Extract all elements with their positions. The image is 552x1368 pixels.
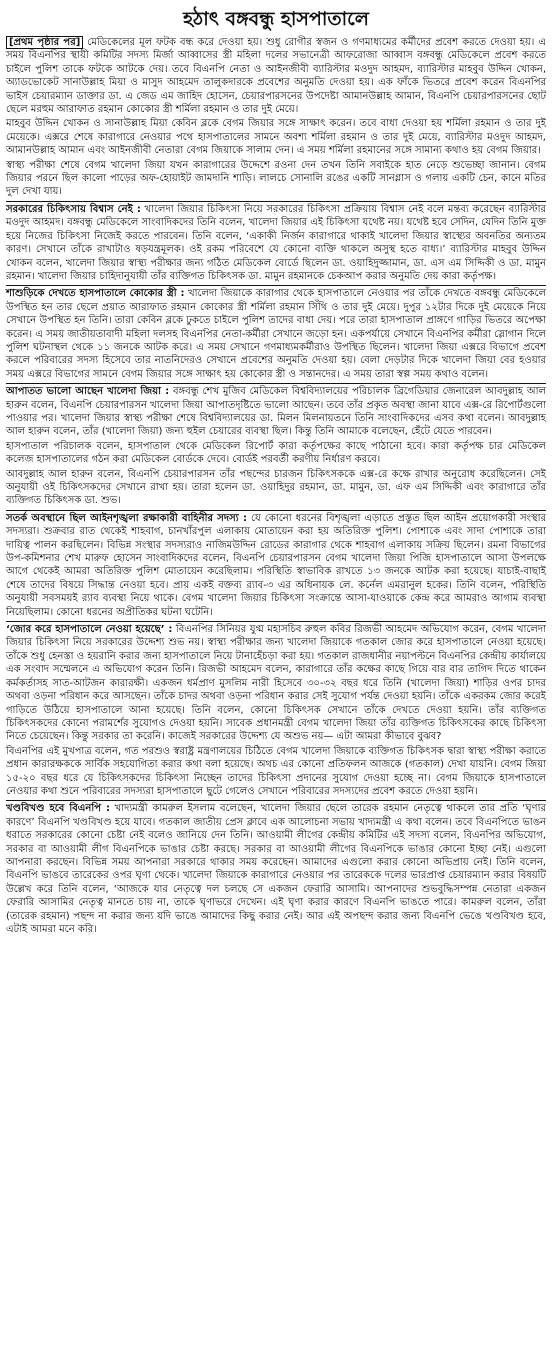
section-divider bbox=[6, 201, 546, 202]
headline: হঠাৎ বঙ্গবন্ধু হাসপাতালে bbox=[183, 8, 369, 30]
article-paragraph bbox=[6, 159, 546, 200]
article-paragraph bbox=[6, 512, 546, 620]
paragraph-text: মাহবুব উদ্দিন খোকন ও সানাউল্লাহ মিয়া কেবিন ব্লকে বেগম জিয়ার সঙ্গে সাক্ষাৎ করেন। তবে বাধা দেওয়া হয় শর্মিলা রহমান ও তার দুই মেয়েকে। এক্সরে শেষে কারাগারে নেওয়ার পথে হাসপাতালের সামনে অবশ্য শর্মিলা রহমান ও তার দুই মেয়ে, ব্যারিস্টার মওদুদ আহমদ, আমানউল্লাহ আমান এবং আইনজীবী নেতারা বেগম জিয়াকে সালাম দেন। এ সময় শর্মিলা রহমানের সঙ্গে সামান্য কথাও হয় বেগম জিয়ার। bbox=[6, 118, 546, 157]
article-paragraph bbox=[6, 802, 546, 937]
article-paragraph bbox=[6, 745, 546, 800]
article-body bbox=[6, 36, 546, 937]
paragraph-text: হাসপাতাল পরিচালক বলেন, হাসপাতাল থেকে মেডিকেল রিপোর্ট কারা কর্তৃপক্ষের কাছে পাঠানো হবে। কারা কর্তৃপক্ষ চার মেডিকেল কলেজ হাসপাতালের গঠন করা মেডিকেল বোর্ডকে দেবে। বোর্ডই পরবর্তী করণীয় নির্ধারণ করবে। bbox=[6, 440, 546, 466]
paragraph-text: বঙ্গবন্ধু শেখ মুজিব মেডিকেল বিশ্ববিদ্যালয়ের পরিচালক ব্রিগেডিয়ার জেনারেল আবদুল্লাহ আল হারুন বলেন, বিএনপি চেয়ারপারসন খালেদা জিয়া আপাতদৃষ্টিতে ভালো আছেন। তবে তাঁর প্রকৃত অবস্থা জানা যাবে এক্স-রে রিপোর্টগুলো পাওয়ার পর। খালেদা জিয়ার স্বাস্থ্য পরীক্ষা শেষে বিশ্ববিদ্যালয়ের ডা. মিলন মিলনায়তনে তিনি সাংবাদিকদের এসব কথা বলেন। আবদুল্লাহ আল হারুন বলেন, তাঁর (খালেদা জিয়া) জন্য হুইল চেয়ারের ব্যবস্থা ছিল। কিন্তু তিনি আমাকে বলেছেন, হেঁটে যেতে পারবেন। bbox=[6, 386, 546, 438]
article-paragraph bbox=[6, 468, 546, 509]
section-divider bbox=[6, 621, 546, 622]
paragraph-text: আবদুল্লাহ আল হারুন বলেন, বিএনপি চেয়ারপারসন তাঁর পছন্দের চারজন চিকিৎসককে এক্স-রে কক্ষে রাখার অনুরোধ করেছিলেন। সেই অনুযায়ী ওই চিকিৎসকদের সেখানে রাখা হয়। তারা হলেন ডা. ওয়াহিদুর রহমান, ডা. মামুন, ডা. এফ এম সিদ্দিকী এবং কারাগারে তাঁর ব্যক্তিগত চিকিৎসক ডা. শুভ। bbox=[6, 468, 546, 507]
paragraph-text: খালেদা জিয়াকে কারাগার থেকে হাসপাতালে নেওয়ার পর তাঁকে দেখতে বঙ্গবন্ধু মেডিকেলে উপস্থিত হন তার ছেলে প্রয়াত আরাফাত রহমান কোকোর স্ত্রী শর্মিলা রহমান সিঁথি ও তার দুই মেয়ে। দুপুর ১২টার দিকে দুই মেয়েকে নিয়ে সেখানে উপস্থিত হন তিনি। তারা কেবিন ব্লকে ঢুকতে চাইলে পুলিশ তাদের বাধা দেয়। পরে তারা হাসপাতাল প্রাঙ্গণে গাড়ির ভিতরে অপেক্ষা করেন। এ সময় জাতীয়তাবাদী মহিলা দলসহ বিএনপির নেতা-কর্মীরা সেখানে জড়ো হন। একপর্যায়ে সেখানে বিএনপির কর্মীরা স্লোগান দিলে পুলিশ ঘটনাস্থল থেকে ১১ জনকে আটক করে। এ সময় সেখানে গণমাধ্যমকর্মীরাও উপস্থিত ছিলেন। খালেদা জিয়া এক্সরে বিভাগে প্রবেশ করলে পরিবারের সদস্য হিসেবে তার নাতনিদেরও সেখানে প্রবেশের অনুমতি দেওয়া হয়। বেলা দেড়টার দিকে খালেদা জিয়া বের হওয়ার সময় এক্সরে বিভাগের সামনে বেগম জিয়ার সঙ্গে সাক্ষাৎ হয় কোকোর স্ত্রী ও সন্তানদের। এ সময় তারা স্বল্প সময় কথাও বলেন। bbox=[6, 288, 546, 380]
paragraph-text: বিএনপির এই মুখপাত্র বলেন, গত পরশুও স্বরাষ্ট্র মন্ত্রণালয়ের চিঠিতে বেগম খালেদা জিয়াকে ব্যক্তিগত চিকিৎসক দ্বারা স্বাস্থ্য পরীক্ষা করাতে প্রধান কারারক্ষককে সার্বিক সহযোগিতা করার কথা বলা হয়েছে। অথচ এর কোনো প্রতিফলন আজকে (গতকাল) দেখা যায়নি। বেগম জিয়া ১৫-২০ বছর ধরে যে চিকিৎসকদের চিকিৎসা নিচ্ছেন তাদের চিকিৎসা প্রদানের সুযোগ দেওয়া হচ্ছে না। বেগম জিয়াকে হাসপাতালে নেওয়ার কথা শুনে পরিবারের সদস্যরা হাসপাতালে ছুটে গেলেও সেখানে পরিবারের সদস্যদের প্রবেশ করতে দেওয়া হয়নি। bbox=[6, 745, 546, 797]
subhead: শাশুড়িকে দেখতে হাসপাতালে কোকোর স্ত্রী : bbox=[6, 288, 185, 300]
article-paragraph bbox=[6, 203, 546, 284]
subhead: সতর্ক অবস্থানে ছিল আইনশৃঙ্খলা রক্ষাকারী বাহিনীর সদস্য : bbox=[6, 512, 247, 524]
paragraph-text: খাদ্যমন্ত্রী কামরুল ইসলাম বলেছেন, খালেদা জিয়ার ছেলে তারেক রহমান নেতৃত্বে থাকলে তার প্রতি ‘ঘৃণার কারণে’ বিএনপি খণ্ডবিখণ্ড হয়ে যাবে। গতকাল জাতীয় প্রেস ক্লাবে এক আলোচনা সভায় খাদ্যমন্ত্রী এ কথা বলেন। তবে বিএনপিতে ভাঙন ধরাতে সরকারের কোনো চেষ্টা নেই বলেও জানিয়ে দেন তিনি। আওয়ামী লীগের কেন্দ্রীয় কমিটির এই সদস্য বলেন, বিএনপির অভিযোগ, সরকার বা আওয়ামী লীগ বিএনপিকে ভাঙার চেষ্টা করছে। সরকার বা আওয়ামী লীগের বিএনপিকে ভাঙার কোনো ইচ্ছা নেই। এগুলো আপনারা করছেন। বিভিন্ন সময় আপনারা সরকারে থাকার সময় করেছেন। আমাদের এগুলো করার কোনো অভিপ্রায় নেই। তিনি বলেন, বিএনপি ভাঙবে তারেকের ওপর ঘৃণা থেকে। খালেদা জিয়াকে কারাগারে নেওয়ার পর তারেককে দলের ভারপ্রাপ্ত চেয়ারম্যান করার বিষয়টি উল্লেখ করে তিনি বলেন, ‘আজকে যার নেতৃত্বে দল চলছে সে একজন ফেরারি আসামি। আপনাদের শুভবুদ্ধিসম্পন্ন নেতারা একজন ফেরারি আসামির নেতৃত্ব মানতে চায় না, তাকে ঘৃণাভরে দেখেন। এই ঘৃণা করার কারণে বিএনপি ভাঙতে পারে। কামরুল বলেন, তাঁরা (তারেক রহমান) পছন্দ না করার জন্য যদি ভাঙে আমাদের কিছু করার নেই। আর এই অপছন্দ করার জন্য বিএনপি ভেঙে খণ্ডবিখণ্ড হবে, এটাই আমরা মনে করি। bbox=[6, 803, 546, 935]
subhead: সরকারের চিকিৎসায় বিশ্বাস নেই : bbox=[6, 203, 141, 215]
paragraph-text: মেডিকেলের মূল ফটক বন্ধ করে দেওয়া হয়। শুধু রোগীর স্বজন ও গণমাধ্যমের কর্মীদের প্রবেশ করতে দেওয়া হয়। এ সময় বিএনপির স্থায়ী কমিটির সদস্য মির্জা আব্বাসের স্ত্রী মহিলা দলের সভানেত্রী আফরোজা আব্বাস বঙ্গবন্ধু মেডিকেলে প্রবেশ করতে চাইলে পুলিশ তাকে ফটকে আটকে দেয়। তবে বিএনপি নেতা ও আইনজীবী ব্যারিস্টার মওদুদ আহমদ, ব্যারিস্টার মাহবুব উদ্দিন খোকন, অ্যাডভোকেট সানাউল্লাহ মিয়া ও মাসুদ আহমেদ তালুকদারকে প্রবেশের অনুমতি দেওয়া হয়। এক ফাঁকে ভিতরে প্রবেশ করেন বিএনপির ভাইস চেয়ারম্যান ডাক্তার ডা. এ জেড এম জাহিদ হোসেন, চেয়ারপারসনের উপদেষ্টা আমানউল্লাহ আমান, বিএনপি চেয়ারপারসনের ছোট ছেলে মরহুম আরাফাত রহমান কোকোর স্ত্রী শর্মিলা রহমান ও তার দুই মেয়ে। bbox=[6, 37, 546, 116]
news-page bbox=[6, 0, 546, 937]
article-paragraph bbox=[6, 440, 546, 468]
subhead: ‘জোর করে হাসপাতালে নেওয়া হয়েছে’ : bbox=[6, 624, 173, 636]
article-paragraph bbox=[6, 287, 546, 382]
article-paragraph bbox=[6, 36, 546, 117]
section-divider bbox=[6, 285, 546, 286]
paragraph-text: বিএনপির সিনিয়র যুগ্ম মহাসচিব রুহুল কবির রিজভী আহমেদ অভিযোগ করেন, বেগম খালেদা জিয়ার চিকিৎসা নিয়ে সরকারের উদ্দেশ্য শুভ নয়। স্বাস্থ্য পরীক্ষার জন্য খালেদা জিয়াকে গতকাল জোর করে হাসপাতালে নেওয়া হয়েছে। তাঁকে শুধু হেনস্তা ও হয়রানি করার জন্য হাসপাতালে নিয়ে টানাহেঁচড়া করা হয়। গতকাল রাজধানীর নয়াপল্টনে বিএনপির কেন্দ্রীয় কার্যালয়ে এক সংবাদ সম্মেলনে এ অভিযোগ করেন তিনি। রিজভী আহমেদ বলেন, কারাগারে তাঁর কক্ষের কাছে গিয়ে বার বার তাগিদ দিতে থাকেন কর্মকর্তাসহ সাত-আটজন কারারক্ষী। একজন ধর্মপ্রাণ মুসলিম নারী হিসেবে ৩০-৩২ বছর ধরে তিনি (খালেদা জিয়া) শাড়ির ওপর চাদর অথবা ওড়না পরিধান করে আসছেন। তাঁকে চাদর অথবা ওড়না পরিধান করার সেই সুযোগ পর্যন্ত দেওয়া হয়নি। তাঁকে একরকম জোর করেই গাড়িতে উঠিয়ে হাসপাতালে আনা হয়েছে। তিনি বলেন, কোনো চিকিৎসক সেখানে তাঁকে দেখতে দেওয়া হয়নি। তাঁর ব্যক্তিগত চিকিৎসকদের কোনো পরামর্শের সুযোগও দেওয়া হয়নি। সাবেক প্রধানমন্ত্রী বেগম খালেদা জিয়া তাঁর ব্যক্তিগত চিকিৎসকের কাছে চিকিৎসা নিতে চেয়েছেন। কিন্তু সরকার তা করেনি। কাজেই সরকারের উদ্দেশ্য যে অশুভ নয়— এটা আমরা কীভাবে বুঝব? bbox=[6, 624, 546, 743]
section-divider bbox=[6, 800, 546, 801]
article-paragraph bbox=[6, 623, 546, 745]
subhead: খণ্ডবিখণ্ড হবে বিএনপি : bbox=[6, 803, 110, 815]
article-paragraph bbox=[6, 385, 546, 440]
section-divider bbox=[6, 510, 546, 511]
subhead: আপাতত ভালো আছেন খালেদা জিয়া : bbox=[6, 386, 170, 398]
article-paragraph bbox=[6, 117, 546, 158]
paragraph-text: যে কোনো ধরনের বিশৃঙ্খলা এড়াতে প্রস্তুত ছিল আইন প্রয়োগকারী সংস্থার সদস্যরা। শুক্রবার রাত থেকেই শাহবাগ, চানখাঁরপুল এলাকায় মোতায়েন করা হয় অতিরিক্ত পুলিশ। পোশাকে এবং সাদা পোশাকে তারা দায়িত্ব পালন করছিলেন। বিভিন্ন সংস্থার সদস্যরাও নাজিমউদ্দিন রোডের কারাগার থেকে শাহবাগ এলাকায় সক্রিয় ছিলেন। রমনা বিভাগের উপ-কমিশনার শেখ মারুফ হোসেন সাংবাদিকদের বলেন, বিএনপি চেয়ারপারসন বেগম খালেদা জিয়া পিজি হাসপাতালে আসা উপলক্ষে আগে থেকেই আমরা অতিরিক্ত পুলিশ মোতায়েন করেছিলাম। পরিস্থিতি স্বাভাবিক রাখতে ১৩ জনকে আটক করা হয়েছে। যাচাই-বাছাই শেষে তাদের বিষয়ে সিদ্ধান্ত নেওয়া হবে। প্রায় একই বক্তব্য র‌্যাব-৩ এর অধিনায়ক লে. কর্নেল এমরানুল হকের। তিনি বলেন, পরিস্থিতি অনুযায়ী সবসময়ই র‌্যাব ব্যবস্থা নিয়ে থাকে। বেগম খালেদা জিয়ার চিকিৎসা সংক্রান্তে আসা-যাওয়াকে কেন্দ্র করে আমরাও আগাম ব্যবস্থা নিয়েছিলাম। কোনো ধরনের অপ্রীতিকর ঘটনা ঘটেনি। bbox=[6, 512, 546, 618]
paragraph-text: স্বাস্থ্য পরীক্ষা শেষে বেগম খালেদা জিয়া যখন কারাগারের উদ্দেশে রওনা দেন তখন তিনি সবাইকে হাত নেড়ে শুভেচ্ছা জানান। বেগম জিয়ার পরনে ছিল কালো পাড়ের অফ-হোয়াইট জামদানি শাড়ি। লালচে সোনালি রঙের একটি সানগ্লাস ও গলায় একটি চেন, কানে মতির দুল দেখা যায়। bbox=[6, 159, 546, 198]
paragraph-text: খালেদা জিয়ার চিকিৎসা নিয়ে সরকারের চিকিৎসা প্রক্রিয়ায় বিশ্বাস নেই বলে মন্তব্য করেছেন ব্যারিস্টার মওদুদ আহমদ। বঙ্গবন্ধু মেডিকেলে সাংবাদিকদের তিনি বলেন, খালেদা জিয়ার এই চিকিৎসা যথেষ্ট নয়। যথেষ্ট হবে সেদিন, যেদিন তিনি মুক্ত হয়ে নিজের চিকিৎসা নিজেই করতে পারবেন। তিনি বলেন, ‘একাকী নির্জন কারাগারে থাকাই খালেদা জিয়ার স্বাস্থ্যের অবনতির অন্যতম কারণ। সেখানে তাঁকে রাখাটাও ষড়যন্ত্রমূলক। ওই রকম পরিবেশে যে কোনো ব্যক্তি থাকলে অসুস্থ হতে বাধ্য।’ ব্যারিস্টার মাহবুব উদ্দিন খোকন বলেন, খালেদা জিয়ার স্বাস্থ্য পরীক্ষার জন্য গঠিত মেডিকেল বোর্ডে ছিলেন ডা. ওয়াহিদুজ্জামান, ডা. এস এম সিদ্দিকী ও ডা. মামুন রহমান। খালেদা জিয়ার চাহিদানুযায়ী তাঁর ব্যক্তিগত চিকিৎসক ডা. মামুন রহমানকে চেকআপ করার অনুমতি দেয় কারা কর্তৃপক্ষ। bbox=[6, 203, 547, 282]
continuation-marker: [প্রথম পৃষ্ঠার পর] bbox=[6, 36, 83, 49]
section-divider bbox=[6, 383, 546, 384]
